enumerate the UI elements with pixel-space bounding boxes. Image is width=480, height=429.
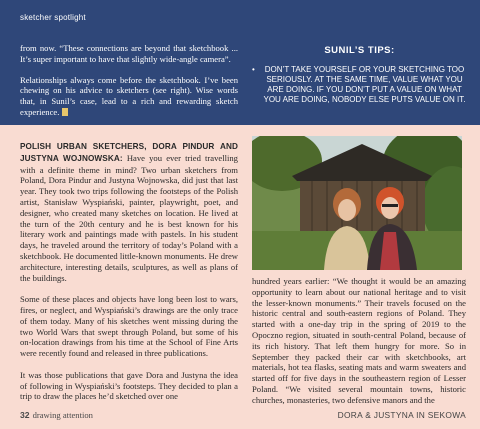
intro-continuation [20, 43, 238, 128]
bullet-icon: • [252, 65, 255, 74]
lead-paragraph [20, 141, 238, 283]
continued-marker-icon [62, 108, 68, 116]
photo-dora-and-justyna [252, 136, 462, 270]
intro-paragraph-2-text: Relationships always come before the sketchbook. I’ve been chewing on his advice to sketchers (see right). Wise words that, in Sunil’s case, lead to a rich and rewarding sketch experience. [20, 74, 238, 117]
photo-illustration [252, 136, 462, 270]
intro-paragraph-2 [20, 75, 238, 118]
tips-box [252, 45, 467, 105]
article-paragraph-2: Some of these places and objects have long been lost to wars, fires, or neglect, and Wyspiański’s drawings are the only trace of them today. Many of his sketches went missing during the two World Wars that swept through Poland, but some of his on-location drawings from his time at the School of Fine Arts were recently found and released in three publications. [20, 294, 238, 359]
publication-name: drawing attention [32, 410, 93, 420]
article-left-column [20, 141, 238, 413]
lead-text: Have you ever tried travelling with a definite theme in mind? Two urban sketchers from Poland, Dora Pindur and Justyna Wojnowska, did just that last year. They took two trips following the footsteps of the Polish artist, Stanisław Wyspiański, painter, playwright, poet, and designer, who created many sketches on location. He lived at the turn of the 20th century and he is best known for his literary work and paintings made with pastels. In his student days, he traveled around the territory of today’s Poland with a sketchbook. He documented little-known monuments. He drew architecture, interesting details, sculptures, as well as plans of the buildings. [20, 152, 238, 283]
article-paragraph-3: It was those publications that gave Dora and Justyna the idea of following in Wyspiański’s footsteps. They decided to plan a trip to draw the places he’d sketched over one [20, 369, 238, 402]
photo-caption: DORA & JUSTYNA IN SEKOWA [337, 410, 466, 420]
tips-title: SUNIL’S TIPS: [324, 45, 395, 56]
page-folio [20, 410, 93, 420]
page-number: 32 [20, 410, 30, 420]
lead-heading: POLISH URBAN SKETCHERS, DORA PINDUR AND JUSTYNA WOJNOWSKA: [20, 142, 238, 163]
tips-item-text: DON’T TAKE YOURSELF OR YOUR SKETCHING TOO SERIOUSLY. AT THE SAME TIME, VALUE WHAT YOU ARE DOING. IF YOU DON’T PUT A VALUE ON WHAT YOU ARE DOING, NOBODY ELSE PUTS VALUE ON IT. [263, 65, 466, 104]
section-label: sketcher spotlight [20, 13, 86, 22]
tips-item [252, 65, 467, 105]
article-right-column [252, 276, 466, 406]
article-right-paragraph: hundred years earlier: “We thought it would be an amazing opportunity to learn about our national heritage and to visit the lesser-known monuments.” Their travels focused on the historic central and south-eastern regions of Poland. They started with a one-day trip in the spring of 2019 to the Opoczno region, situated in south-central Poland, because of its rich history. That left them hungry for more. So in September they packed their car with sketchbooks, art materials, hot tea flasks, seating mats and warm sweaters and started off for five days in the southeastern region of Lesser Poland. “We visited several mountain towns, historic churches, monasteries, two defensive manors and the [252, 276, 466, 405]
intro-paragraph-1: from now. “These connections are beyond that sketchbook ... It’s super important to have that slightly wide-angle camera”. [20, 43, 238, 64]
